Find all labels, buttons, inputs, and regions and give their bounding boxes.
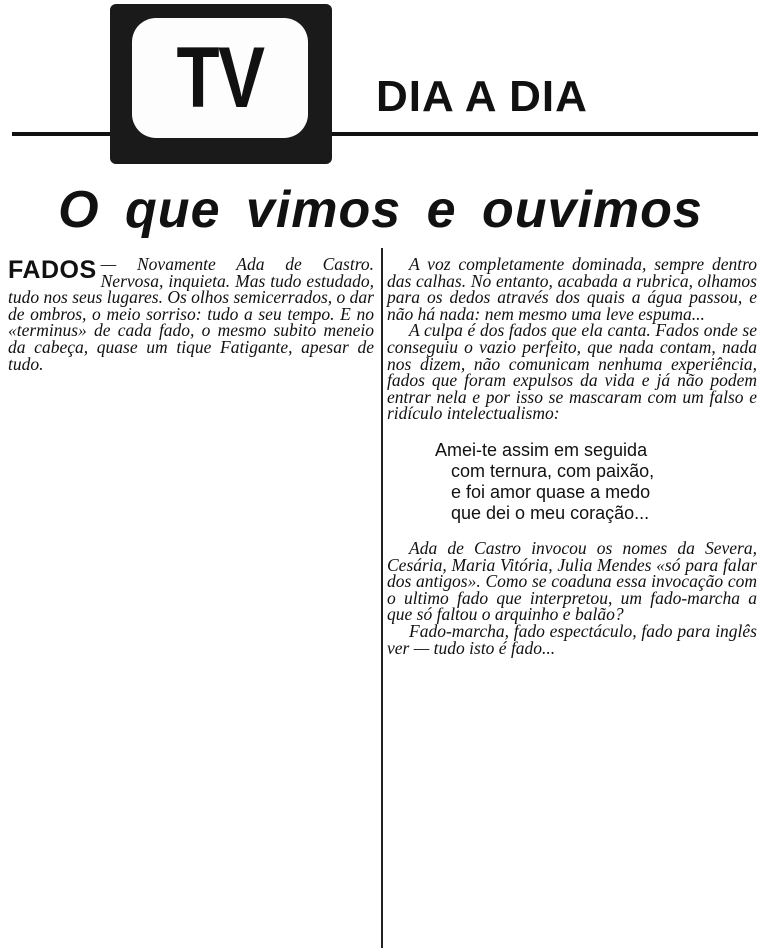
verse-line: e foi amor quase a medo [451, 481, 651, 502]
article-paragraph: Ada de Castro invocou os nomes da Severa, Cesária, Maria Vitória, Julia Mendes «só para falar dos antigos». Como se coaduna essa invocação com o ultimo fado que interpretou, um fado-marcha a que só faltou o arquinho e balão? [387, 537, 757, 625]
article-column-left [8, 256, 374, 372]
masthead-rule-right [330, 132, 758, 136]
article-column-right [387, 256, 757, 656]
article-headline: O que vimos e ouvimos [58, 181, 703, 239]
article-lead-paragraph [8, 256, 374, 372]
article-paragraph: A culpa é dos fados que ela canta. Fados onde se conseguiu o vazio perfeito, que nada contam, nada nos dizem, não comunicam nenhuma experiência, fados que foram expulsos da vida e já não podem entrar nela e por isso se mascaram com um falso e ridículo intelectualismo: [387, 320, 757, 424]
masthead [0, 0, 761, 170]
tv-logo-text: TV [176, 29, 264, 126]
section-title: DIA A DIA [376, 72, 588, 121]
fado-verse [435, 440, 757, 524]
article-paragraph: A voz completamente dominada, sempre dentro das calhas. No entanto, acabada a rubrica, olhamos para os dedos através dos quais a água passou, e não há nada: nem mesmo uma leve espuma... [387, 254, 757, 324]
column-divider [381, 248, 383, 948]
article-kicker: FADOS [8, 256, 97, 284]
tv-logo-icon [110, 4, 332, 164]
article-lead-text: — Novamente Ada de Castro. Nervosa, inquieta. Mas tudo estudado, tudo nos seus lugares. Os olhos semicerrados, o dar de ombros, o meio sorriso: tudo a seu tempo. E no «terminus» de cada fado, o mesmo subito meneio da cabeça, quase um tique Fatigante, apesar de tudo. [8, 254, 374, 374]
masthead-rule-left [12, 132, 116, 136]
tv-screen [132, 18, 308, 138]
verse-line: com ternura, com paixão, [451, 460, 655, 481]
verse-line: que dei o meu coração... [451, 502, 650, 523]
verse-line: Amei-te assim em seguida [435, 439, 648, 460]
article-paragraph: Fado-marcha, fado espectáculo, fado para inglês ver — tudo isto é fado... [387, 620, 757, 658]
